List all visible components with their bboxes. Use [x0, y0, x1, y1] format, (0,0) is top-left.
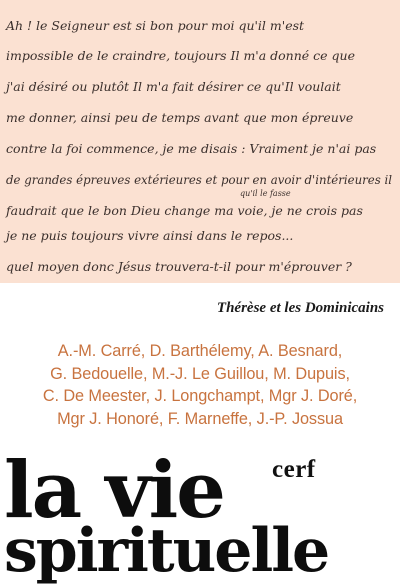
journal-title-line-1: la vie: [4, 445, 224, 536]
manuscript-line: quel moyen donc Jésus trouvera-t-il pour m'éprouver ?: [6, 259, 352, 274]
subtitle: Thérèse et les Dominicains: [216, 300, 384, 316]
author-line: G. Bedouelle, M.-J. Le Guillou, M. Dupuis,: [50, 364, 350, 383]
manuscript-line: faudrait que le bon Dieu change ma voie, je ne crois pas: [6, 203, 363, 218]
manuscript-line: Ah ! le Seigneur est si bon pour moi qu'il m'est: [6, 18, 305, 33]
handwriting-facsimile: [0, 0, 400, 283]
manuscript-line: contre la foi commence, je me disais : Vraiment je n'ai pas: [6, 141, 377, 156]
manuscript-insertion: qu'il le fasse: [240, 189, 291, 198]
manuscript-line: de grandes épreuves extérieures et pour en avoir d'intérieures il: [6, 172, 392, 187]
journal-title-line-2: spirituelle: [4, 516, 329, 586]
author-line: A.-M. Carré, D. Barthélemy, A. Besnard,: [57, 342, 343, 360]
author-line: Mgr J. Honoré, F. Marneffe, J.-P. Jossua: [57, 409, 343, 428]
author-list: [0, 340, 400, 430]
manuscript-line: je ne puis toujours vivre ainsi dans le repos...: [6, 228, 294, 243]
publisher-name: cerf: [272, 456, 316, 483]
manuscript-line: j'ai désiré ou plutôt Il m'a fait désirer ce qu'Il voulait: [6, 79, 341, 94]
manuscript-line: me donner, ainsi peu de temps avant que mon épreuve: [6, 110, 354, 125]
manuscript-panel: [0, 0, 400, 283]
manuscript-line: impossible de le craindre, toujours Il m'a donné ce que: [6, 48, 355, 63]
author-line: C. De Meester, J. Longchampt, Mgr J. Doré,: [42, 387, 358, 405]
